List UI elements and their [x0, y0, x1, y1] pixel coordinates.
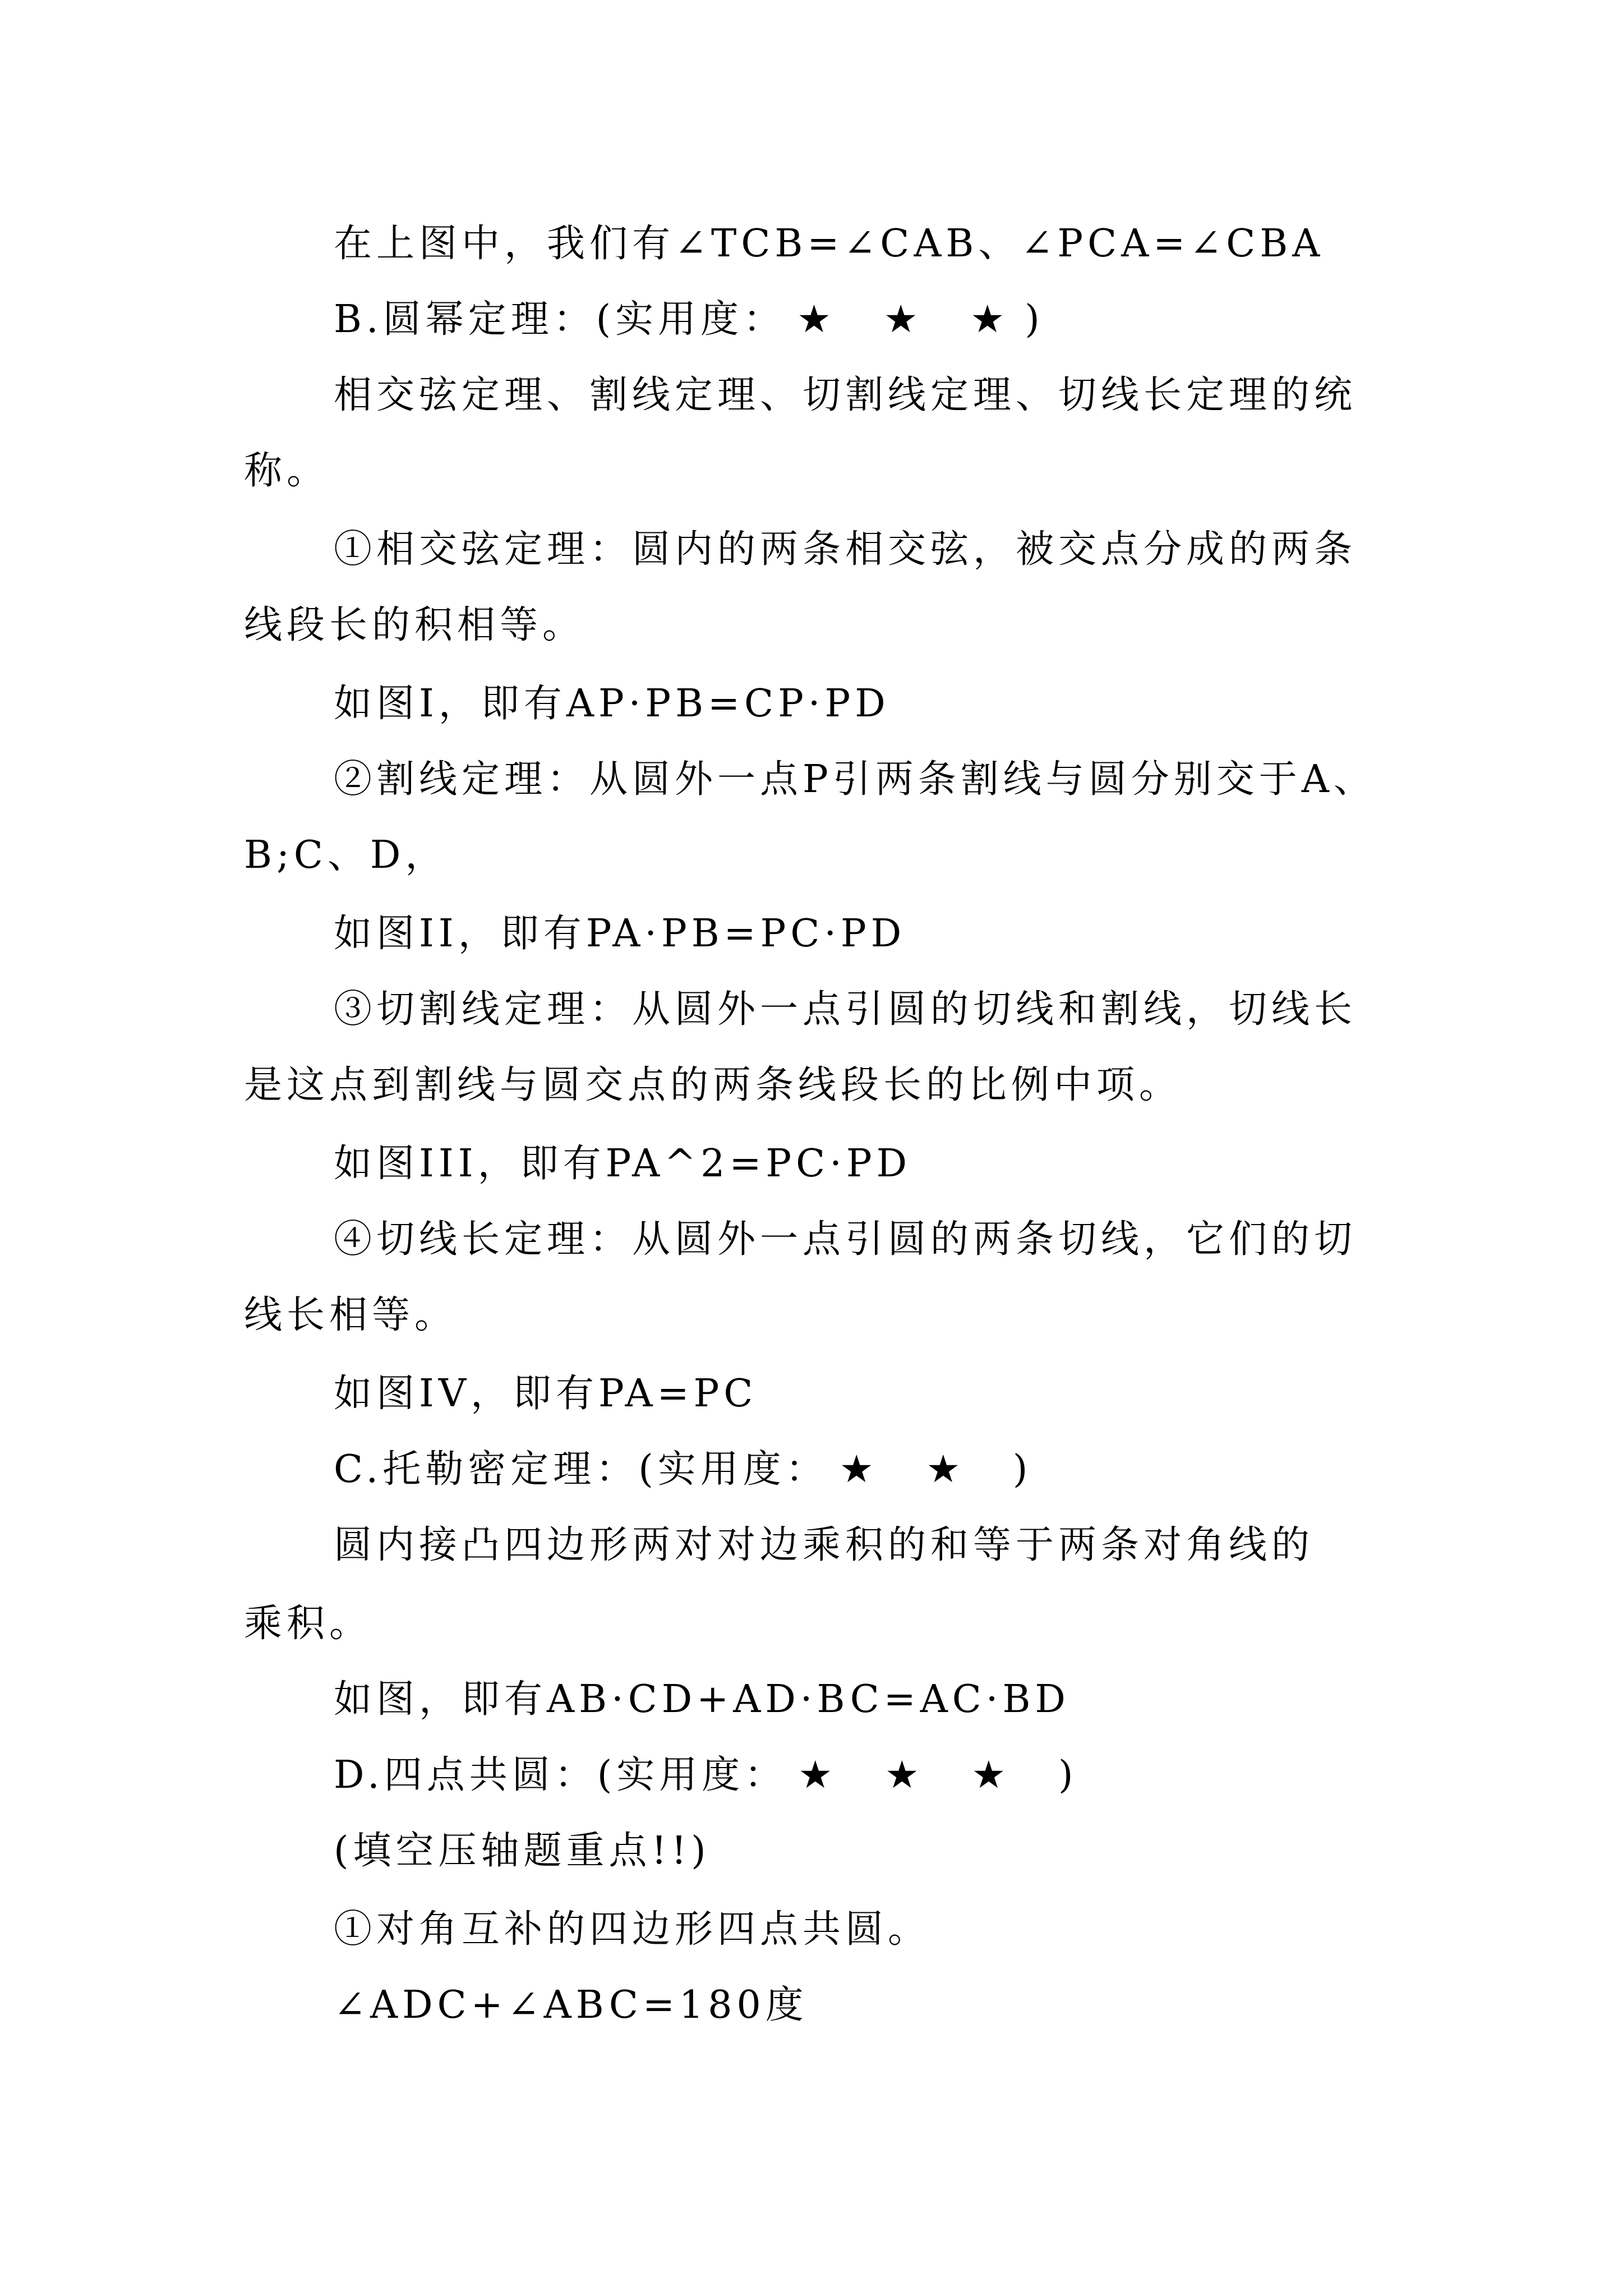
- text-line-14: ④切线长定理：从圆外一点引圆的两条切线，它们的切: [334, 1217, 1357, 1262]
- text-line-8: ②割线定理：从圆外一点P引两条割线与圆分别交于A、: [334, 757, 1376, 802]
- text-line-9: B;C、D，: [244, 833, 448, 877]
- section-b-title: B.圆幂定理：(实用度：: [334, 297, 786, 342]
- section-c-title: C.托勒密定理：(实用度：: [334, 1447, 828, 1492]
- text-line-7: 如图I，即有AP·PB=CP·PD: [334, 682, 890, 726]
- rating-stars-c: ★ ★ ): [839, 1447, 1048, 1492]
- text-line-25: ①对角互补的四边形四点共圆。: [334, 1907, 931, 1952]
- text-line-20: 乘积。: [244, 1602, 372, 1646]
- text-line-13: 如图III，即有PA^2=PC·PD: [334, 1142, 912, 1186]
- section-b-heading: [334, 295, 1060, 345]
- text-line-12: 是这点到割线与圆交点的两条线段长的比例中项。: [244, 1063, 1182, 1107]
- text-line-24: (填空压轴题重点!!): [334, 1829, 711, 1873]
- text-line-3: 相交弦定理、割线定理、切割线定理、切线长定理的统: [334, 373, 1357, 417]
- text-line-10: 如图II，即有PA·PB=PC·PD: [334, 912, 906, 956]
- text-line-21: 如图，即有AB·CD+AD·BC=AC·BD: [334, 1677, 1070, 1722]
- text-line-1: 在上图中，我们有∠TCB=∠CAB、∠PCA=∠CBA: [334, 222, 1325, 266]
- text-line-19: 圆内接凸四边形两对对边乘积的和等于两条对角线的: [334, 1523, 1315, 1567]
- text-line-11: ③切割线定理：从圆外一点引圆的切线和割线，切线长: [334, 987, 1357, 1032]
- rating-stars-d: ★ ★ ★ ): [798, 1753, 1094, 1797]
- section-d-title: D.四点共圆：(实用度：: [334, 1753, 787, 1797]
- text-line-16: 如图IV，即有PA=PC: [334, 1372, 758, 1416]
- text-line-26: ∠ADC+∠ABC=180度: [334, 1983, 808, 2027]
- rating-stars-b: ★ ★ ★): [797, 297, 1060, 342]
- text-line-15: 线长相等。: [244, 1293, 458, 1337]
- text-line-4: 称。: [244, 449, 330, 493]
- text-line-5: ①相交弦定理：圆内的两条相交弦，被交点分成的两条: [334, 527, 1357, 572]
- section-d-heading: [334, 1750, 1094, 1801]
- text-line-6: 线段长的积相等。: [244, 603, 585, 647]
- section-c-heading: [334, 1444, 1048, 1495]
